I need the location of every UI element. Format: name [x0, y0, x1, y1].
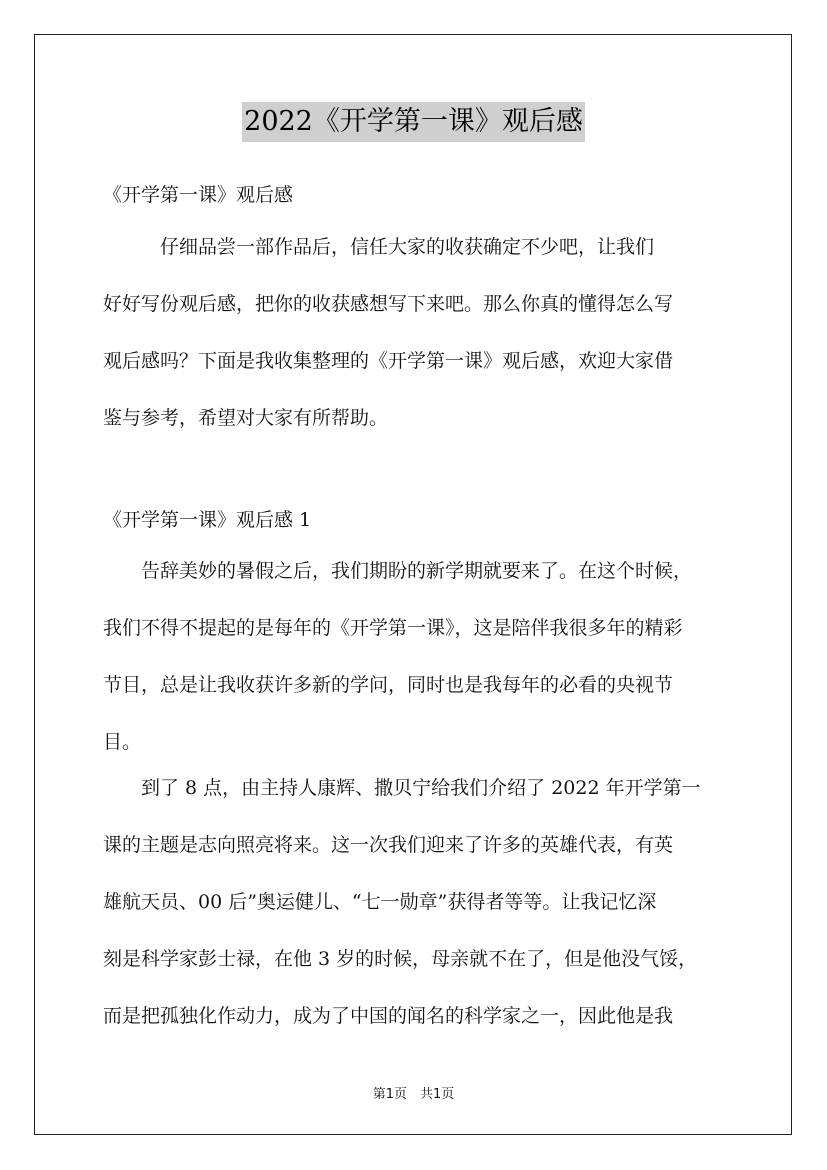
intro-line: 仔细品尝一部作品后，信任大家的收获确定不少吧，让我们 [103, 236, 655, 258]
paragraph-line: 目。 [103, 731, 142, 753]
paragraph-line: 雄航天员、00 后”奥运健儿、“七一勋章”获得者等等。让我记忆深 [103, 891, 657, 913]
document-title-wrapper [0, 102, 827, 142]
page-number: 第1页 共1页 [372, 1087, 455, 1102]
paragraph-1 [103, 543, 739, 771]
paragraph-line: 到了 8 点，由主持人康辉、撒贝宁给我们介绍了 2022 年开学第一 [103, 777, 701, 799]
intro-line: 观后感吗？下面是我收集整理的《开学第一课》观后感，欢迎大家借 [103, 350, 674, 372]
document-title: 2022《开学第一课》观后感 [242, 102, 585, 142]
paragraph-line: 而是把孤独化作动力，成为了中国的闻名的科学家之一，因此他是我 [103, 1005, 674, 1027]
intro-line: 鉴与参考，希望对大家有所帮助。 [103, 407, 389, 429]
paragraph-line: 我们不得不提起的是每年的《开学第一课》，这是陪伴我很多年的精彩 [103, 617, 683, 639]
intro-line: 好好写份观后感，把你的收获感想写下来吧。那么你真的懂得怎么写 [103, 293, 674, 315]
intro-paragraph [103, 219, 739, 447]
section-heading: 《开学第一课》观后感 1 [103, 509, 312, 531]
paragraph-line: 刻是科学家彭士禄，在他 3 岁的时候，母亲就不在了，但是他没气馁， [103, 948, 698, 970]
paragraph-2 [103, 760, 739, 1045]
paragraph-line: 节目，总是让我收获许多新的学问，同时也是我每年的必看的央视节 [103, 674, 674, 696]
paragraph-line: 告辞美妙的暑假之后，我们期盼的新学期就要来了。在这个时候， [103, 560, 693, 582]
paragraph-line: 课的主题是志向照亮将来。这一次我们迎来了许多的英雄代表，有英 [103, 834, 674, 856]
document-subtitle: 《开学第一课》观后感 [103, 184, 294, 206]
